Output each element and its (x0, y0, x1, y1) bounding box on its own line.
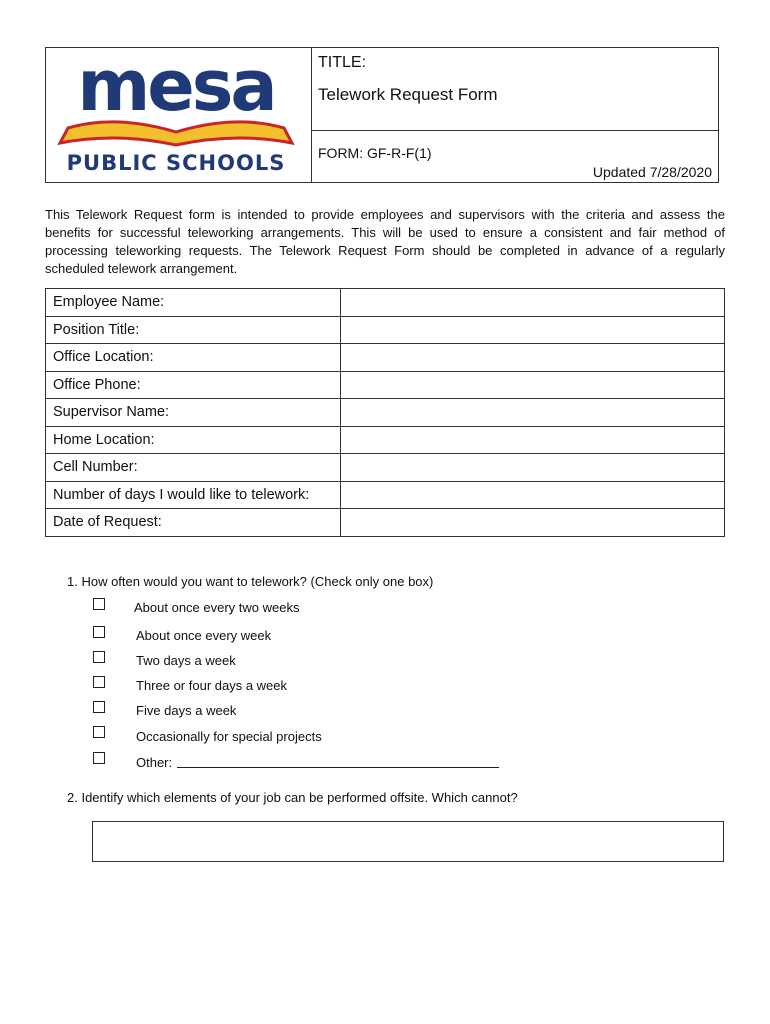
home-location-label: Home Location: (46, 426, 341, 454)
title-label: TITLE: (318, 54, 367, 71)
position-title-field[interactable] (341, 316, 725, 344)
employee-name-label: Employee Name: (46, 289, 341, 317)
date-of-request-field[interactable] (341, 509, 725, 537)
office-location-label: Office Location: (46, 344, 341, 372)
checkbox-two-days[interactable] (93, 651, 105, 663)
table-row (46, 454, 725, 482)
question-2: 2. Identify which elements of your job can be performed offsite. Which cannot? (67, 790, 518, 805)
option-label: About once every week (136, 628, 272, 643)
checkbox-other[interactable] (93, 752, 105, 764)
option-label: Other: (136, 755, 173, 770)
table-row (46, 509, 725, 537)
table-row (46, 289, 725, 317)
telework-days-label: Number of days I would like to telework: (46, 481, 341, 509)
table-row (46, 426, 725, 454)
title-cell (312, 48, 718, 131)
question-1: 1. How often would you want to telework? (Check only one box) (67, 574, 434, 589)
office-phone-label: Office Phone: (46, 371, 341, 399)
telework-days-field[interactable] (341, 481, 725, 509)
intro-paragraph: This Telework Request form is intended to provide employees and supervisors with the criteria and assess the benefits for successful teleworking arrangements. This will be used to ensure a consistent and fair method of processing teleworking requests. The Telework Request Form should be completed in advance of a regularly scheduled telework arrangement. (45, 207, 725, 276)
office-location-field[interactable] (341, 344, 725, 372)
option-label: Occasionally for special projects (136, 729, 322, 744)
checkbox-three-four-days[interactable] (93, 676, 105, 688)
employee-name-field[interactable] (341, 289, 725, 317)
table-row (46, 316, 725, 344)
table-row (46, 481, 725, 509)
logo-wordmark: mesa (77, 52, 275, 127)
cell-number-label: Cell Number: (46, 454, 341, 482)
checkbox-occasionally[interactable] (93, 726, 105, 738)
checkbox-every-two-weeks[interactable] (93, 598, 105, 610)
table-row (46, 344, 725, 372)
header-box (45, 47, 719, 183)
logo-cell (46, 48, 312, 182)
form-cell (312, 131, 718, 182)
table-row (46, 371, 725, 399)
checkbox-every-week[interactable] (93, 626, 105, 638)
supervisor-name-field[interactable] (341, 399, 725, 427)
option-label: Three or four days a week (136, 678, 288, 693)
date-of-request-label: Date of Request: (46, 509, 341, 537)
checkbox-five-days[interactable] (93, 701, 105, 713)
cell-number-field[interactable] (341, 454, 725, 482)
mesa-public-schools-logo (54, 52, 300, 178)
form-code: FORM: GF-R-F(1) (318, 145, 432, 161)
updated-date: Updated 7/28/2020 (592, 164, 712, 180)
supervisor-name-label: Supervisor Name: (46, 399, 341, 427)
employee-info-table (45, 288, 725, 537)
other-input-line[interactable] (177, 767, 499, 768)
home-location-field[interactable] (341, 426, 725, 454)
option-label: About once every two weeks (134, 600, 300, 615)
option-label: Five days a week (136, 703, 237, 718)
option-label: Two days a week (136, 653, 236, 668)
logo-subtitle: PUBLIC SCHOOLS (66, 151, 286, 175)
offsite-elements-answer[interactable] (92, 821, 724, 862)
position-title-label: Position Title: (46, 316, 341, 344)
table-row (46, 399, 725, 427)
page-title: Telework Request Form (318, 85, 498, 104)
office-phone-field[interactable] (341, 371, 725, 399)
